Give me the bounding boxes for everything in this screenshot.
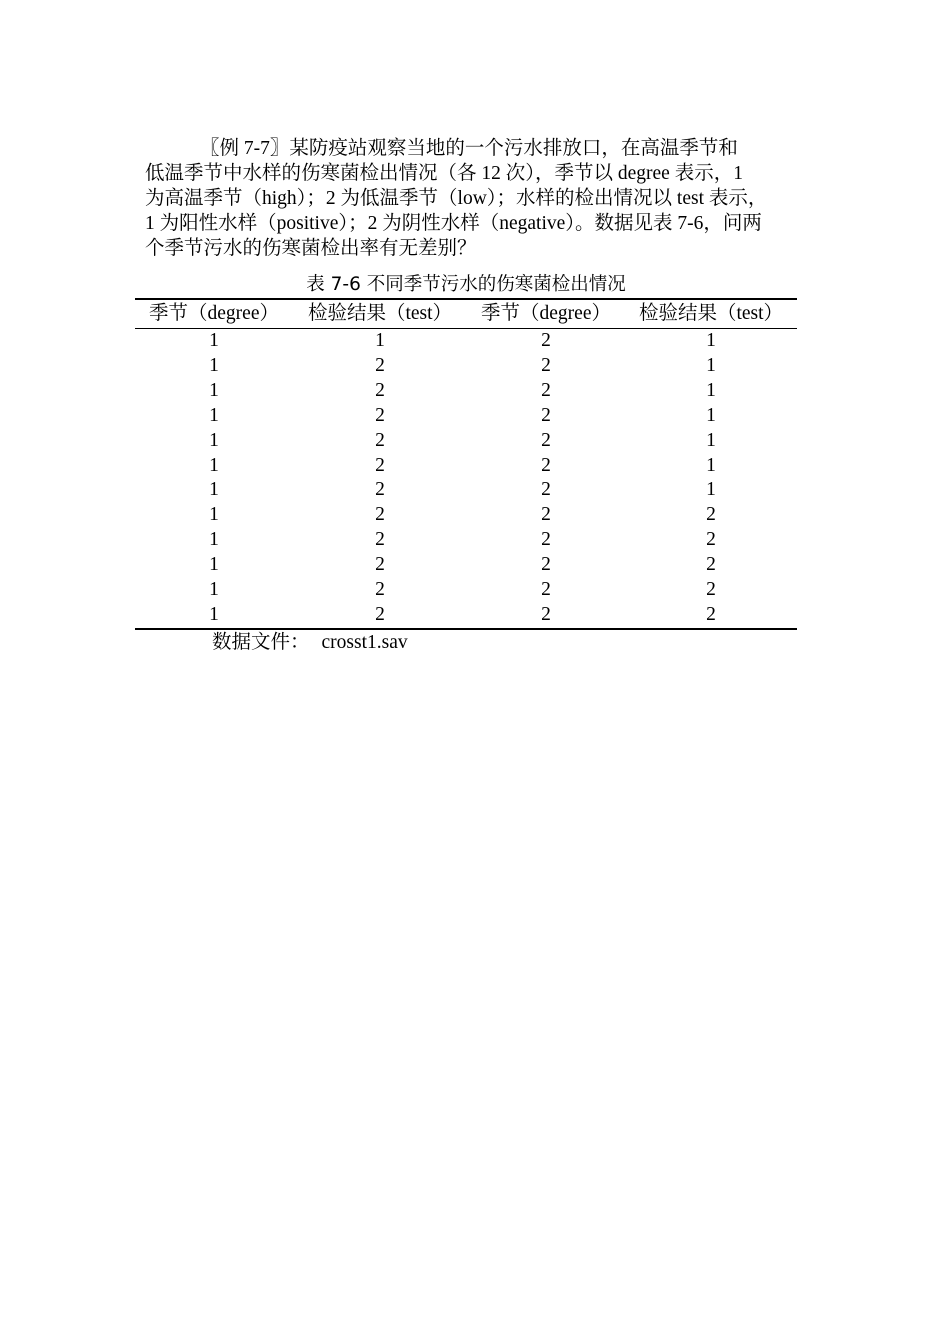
table-cell: 1 <box>706 479 716 501</box>
table-cell: 1 <box>209 504 219 526</box>
table-cell: 1 <box>706 354 716 376</box>
table-cell: 2 <box>375 579 385 601</box>
table-row <box>135 454 797 479</box>
table-cell: 2 <box>706 529 716 551</box>
table-cell: 1 <box>209 454 219 476</box>
column-header-degree-1: 季节（degree） <box>149 303 279 324</box>
table-cell: 1 <box>706 454 716 476</box>
table-cell: 2 <box>706 504 716 526</box>
data-table <box>135 298 797 630</box>
example-paragraph <box>145 136 805 261</box>
data-file-name: crosst1.sav <box>321 632 408 653</box>
table-cell: 1 <box>706 429 716 451</box>
paragraph-line: 低温季节中水样的伤寒菌检出情况（各 12 次），季节以 degree 表示，1 <box>145 163 743 184</box>
table-cell: 2 <box>541 579 551 601</box>
table-row <box>135 553 797 578</box>
table-cell: 1 <box>209 404 219 426</box>
table-cell: 1 <box>209 429 219 451</box>
table-cell: 1 <box>209 379 219 401</box>
table-row <box>135 429 797 454</box>
table-cell: 2 <box>375 379 385 401</box>
table-row <box>135 404 797 429</box>
table-cell: 2 <box>375 454 385 476</box>
column-header-test-1: 检验结果（test） <box>307 303 453 324</box>
table-cell: 2 <box>541 479 551 501</box>
table-cell: 2 <box>706 579 716 601</box>
table-cell: 1 <box>706 330 716 351</box>
table-cell: 1 <box>209 479 219 501</box>
table-row <box>135 379 797 404</box>
data-table-container <box>135 298 797 630</box>
table-cell: 2 <box>375 354 385 376</box>
table-cell: 2 <box>541 603 551 625</box>
table-cell: 2 <box>706 603 716 625</box>
table-cell: 2 <box>706 554 716 576</box>
table-cell: 2 <box>375 504 385 526</box>
table-cell: 2 <box>541 429 551 451</box>
table-row <box>135 354 797 379</box>
table-cell: 1 <box>209 529 219 551</box>
table-cell: 2 <box>541 379 551 401</box>
table-cell: 2 <box>375 603 385 625</box>
table-cell: 1 <box>706 404 716 426</box>
table-row <box>135 603 797 629</box>
table-row <box>135 528 797 553</box>
table-row <box>135 578 797 603</box>
table-row <box>135 503 797 528</box>
table-cell: 2 <box>541 404 551 426</box>
table-cell: 2 <box>541 554 551 576</box>
table-cell: 2 <box>375 554 385 576</box>
table-cell: 1 <box>375 330 385 351</box>
paragraph-line: 个季节污水的伤寒菌检出率有无差别？ <box>145 238 477 259</box>
table-cell: 1 <box>209 603 219 625</box>
table-cell: 1 <box>209 554 219 576</box>
data-file-note <box>212 630 408 655</box>
table-cell: 1 <box>209 330 219 351</box>
table-cell: 1 <box>706 379 716 401</box>
table-cell: 2 <box>541 454 551 476</box>
table-cell: 2 <box>375 529 385 551</box>
table-cell: 2 <box>375 479 385 501</box>
table-cell: 2 <box>375 404 385 426</box>
table-cell: 1 <box>209 354 219 376</box>
table-header-row <box>135 299 797 329</box>
column-header-degree-2: 季节（degree） <box>481 303 611 324</box>
table-cell: 2 <box>375 429 385 451</box>
paragraph-line: 为高温季节（high）；2 为低温季节（low）；水样的检出情况以 test 表示， <box>145 188 768 209</box>
table-cell: 2 <box>541 529 551 551</box>
table-body <box>135 329 797 629</box>
table-caption: 表 7-6 不同季节污水的伤寒菌检出情况 <box>306 274 626 295</box>
table-cell: 2 <box>541 354 551 376</box>
column-header-test-2: 检验结果（test） <box>638 303 784 324</box>
paragraph-line: 1 为阳性水样（positive）；2 为阴性水样（negative）。数据见表 7-6，问两 <box>145 213 762 234</box>
table-cell: 1 <box>209 579 219 601</box>
data-file-label: 数据文件： <box>212 632 310 653</box>
paragraph-line: 〖例 7-7〗某防疫站观察当地的一个污水排放口，在高温季节和 <box>200 138 738 159</box>
table-cell: 2 <box>541 504 551 526</box>
table-cell: 2 <box>541 330 551 351</box>
table-row <box>135 478 797 503</box>
table-row <box>135 329 797 354</box>
